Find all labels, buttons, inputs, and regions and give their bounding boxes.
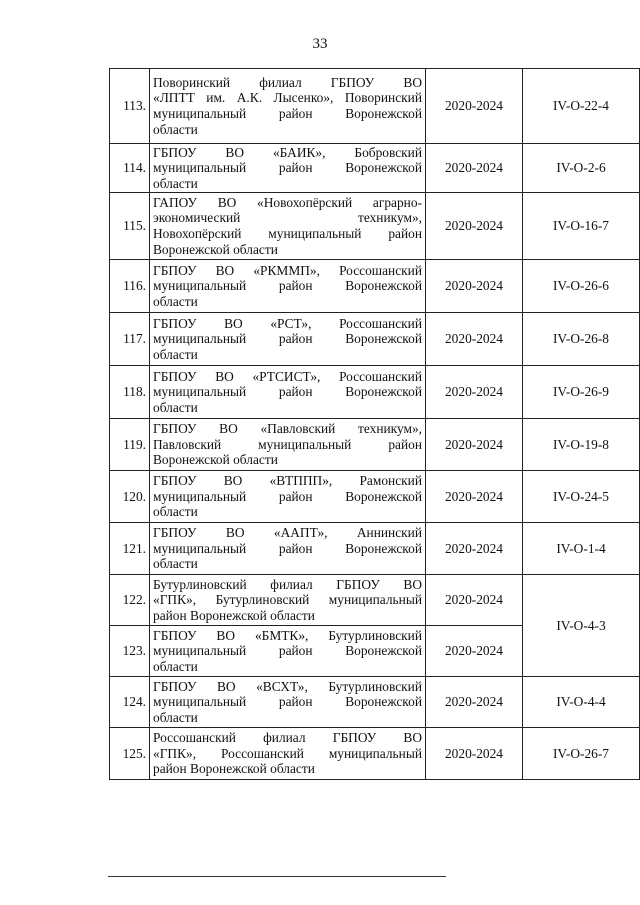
organization-name — [150, 313, 426, 366]
period: 2020-2024 — [426, 144, 523, 193]
organization-name — [150, 523, 426, 575]
table-row — [110, 677, 640, 728]
period: 2020-2024 — [426, 419, 523, 471]
row-number: 121. — [110, 523, 150, 575]
organization-name-line: муниципальный район Воронежской — [153, 278, 422, 294]
registry-table — [109, 68, 640, 780]
organization-name-line: муниципальный район Воронежской — [153, 643, 422, 659]
table-row — [110, 728, 640, 780]
table-row — [110, 260, 640, 313]
row-number: 124. — [110, 677, 150, 728]
period: 2020-2024 — [426, 575, 523, 626]
table-row — [110, 144, 640, 193]
registry-code: IV-O-26-8 — [523, 313, 640, 366]
organization-name — [150, 728, 426, 780]
row-number: 122. — [110, 575, 150, 626]
organization-name-line: муниципальный район Воронежской — [153, 331, 422, 347]
row-number: 125. — [110, 728, 150, 780]
registry-code: IV-O-22-4 — [523, 69, 640, 144]
organization-name-line: муниципальный район Воронежской — [153, 488, 422, 504]
organization-name-line: ГБПОУ ВО «РСТ», Россошанский — [153, 315, 422, 331]
organization-name-line: «ЛПТТ им. А.К. Лысенко», Поворинский — [153, 90, 422, 106]
organization-name-line: Павловский муниципальный район — [153, 436, 422, 452]
row-number: 119. — [110, 419, 150, 471]
page-number: 33 — [312, 36, 328, 52]
table-row — [110, 366, 640, 419]
row-number: 113. — [110, 69, 150, 144]
period: 2020-2024 — [426, 260, 523, 313]
registry-code: IV-O-4-3 — [523, 575, 640, 677]
registry-code: IV-O-24-5 — [523, 471, 640, 523]
organization-name-line: области — [153, 399, 198, 415]
organization-name — [150, 575, 426, 626]
table-row — [110, 69, 640, 144]
table-row — [110, 471, 640, 523]
organization-name — [150, 260, 426, 313]
organization-name-line: район Воронежской области — [153, 607, 315, 623]
organization-name-line: «ГПК», Бутурлиновский муниципальный — [153, 592, 422, 608]
organization-name — [150, 471, 426, 523]
row-number: 115. — [110, 193, 150, 260]
period: 2020-2024 — [426, 728, 523, 780]
organization-name-line: ГБПОУ ВО «ВСХТ», Бутурлиновский — [153, 678, 422, 694]
row-number: 118. — [110, 366, 150, 419]
organization-name-line: области — [153, 175, 198, 191]
organization-name-line: области — [153, 709, 198, 725]
organization-name — [150, 677, 426, 728]
period: 2020-2024 — [426, 677, 523, 728]
registry-code: IV-O-26-6 — [523, 260, 640, 313]
organization-name-line: муниципальный район Воронежской — [153, 384, 422, 400]
organization-name — [150, 366, 426, 419]
organization-name-line: муниципальный район Воронежской — [153, 694, 422, 710]
period: 2020-2024 — [426, 313, 523, 366]
organization-name — [150, 193, 426, 260]
organization-name-line: район Воронежской области — [153, 761, 315, 777]
organization-name-line: Воронежской области — [153, 241, 278, 257]
table-row — [110, 313, 640, 366]
row-number: 117. — [110, 313, 150, 366]
organization-name-line: области — [153, 293, 198, 309]
footer-rule — [108, 876, 446, 877]
row-number: 120. — [110, 471, 150, 523]
period: 2020-2024 — [426, 626, 523, 677]
organization-name-line: ГБПОУ ВО «Павловский техникум», — [153, 421, 422, 437]
registry-code: IV-O-19-8 — [523, 419, 640, 471]
organization-name-line: области — [153, 346, 198, 362]
organization-name-line: области — [153, 504, 198, 520]
organization-name — [150, 419, 426, 471]
table-row — [110, 419, 640, 471]
row-number: 116. — [110, 260, 150, 313]
organization-name-line: Новохопёрский муниципальный район — [153, 226, 422, 241]
registry-code: IV-O-26-9 — [523, 366, 640, 419]
organization-name — [150, 626, 426, 677]
organization-name-line: муниципальный район Воронежской — [153, 540, 422, 556]
period: 2020-2024 — [426, 193, 523, 260]
organization-name-line: Бутурлиновский филиал ГБПОУ ВО — [153, 576, 422, 592]
organization-name-line: ГБПОУ ВО «БАИК», Бобровский — [153, 144, 422, 160]
table-body — [110, 69, 640, 780]
table-row — [110, 193, 640, 260]
registry-code: IV-O-1-4 — [523, 523, 640, 575]
registry-code: IV-O-16-7 — [523, 193, 640, 260]
organization-name-line: ГБПОУ ВО «ВТППП», Рамонский — [153, 473, 422, 489]
organization-name-line: ГБПОУ ВО «БМТК», Бутурлиновский — [153, 627, 422, 643]
organization-name — [150, 69, 426, 144]
period: 2020-2024 — [426, 523, 523, 575]
organization-name-line: Россошанский филиал ГБПОУ ВО — [153, 730, 422, 746]
row-number: 123. — [110, 626, 150, 677]
organization-name-line: ГАПОУ ВО «Новохопёрский аграрно- — [153, 194, 422, 210]
table-row — [110, 523, 640, 575]
organization-name — [150, 144, 426, 193]
row-number: 114. — [110, 144, 150, 193]
organization-name-line: Воронежской области — [153, 452, 278, 468]
organization-name-line: ГБПОУ ВО «ААПТ», Аннинский — [153, 525, 422, 541]
registry-code: IV-O-26-7 — [523, 728, 640, 780]
organization-name-line: «ГПК», Россошанский муниципальный — [153, 745, 422, 761]
registry-code: IV-O-2-6 — [523, 144, 640, 193]
period: 2020-2024 — [426, 69, 523, 144]
organization-name-line: муниципальный район Воронежской — [153, 106, 422, 121]
period: 2020-2024 — [426, 471, 523, 523]
organization-name-line: ГБПОУ ВО «РТСИСТ», Россошанский — [153, 368, 422, 384]
period: 2020-2024 — [426, 366, 523, 419]
registry-code: IV-O-4-4 — [523, 677, 640, 728]
organization-name-line: области — [153, 121, 198, 137]
organization-name-line: Поворинский филиал ГБПОУ ВО — [153, 74, 422, 90]
organization-name-line: экономический техникум», — [153, 210, 422, 226]
organization-name-line: ГБПОУ ВО «РКММП», Россошанский — [153, 262, 422, 278]
organization-name-line: муниципальный район Воронежской — [153, 160, 422, 176]
organization-name-line: области — [153, 556, 198, 572]
table-row — [110, 575, 640, 626]
organization-name-line: области — [153, 658, 198, 674]
